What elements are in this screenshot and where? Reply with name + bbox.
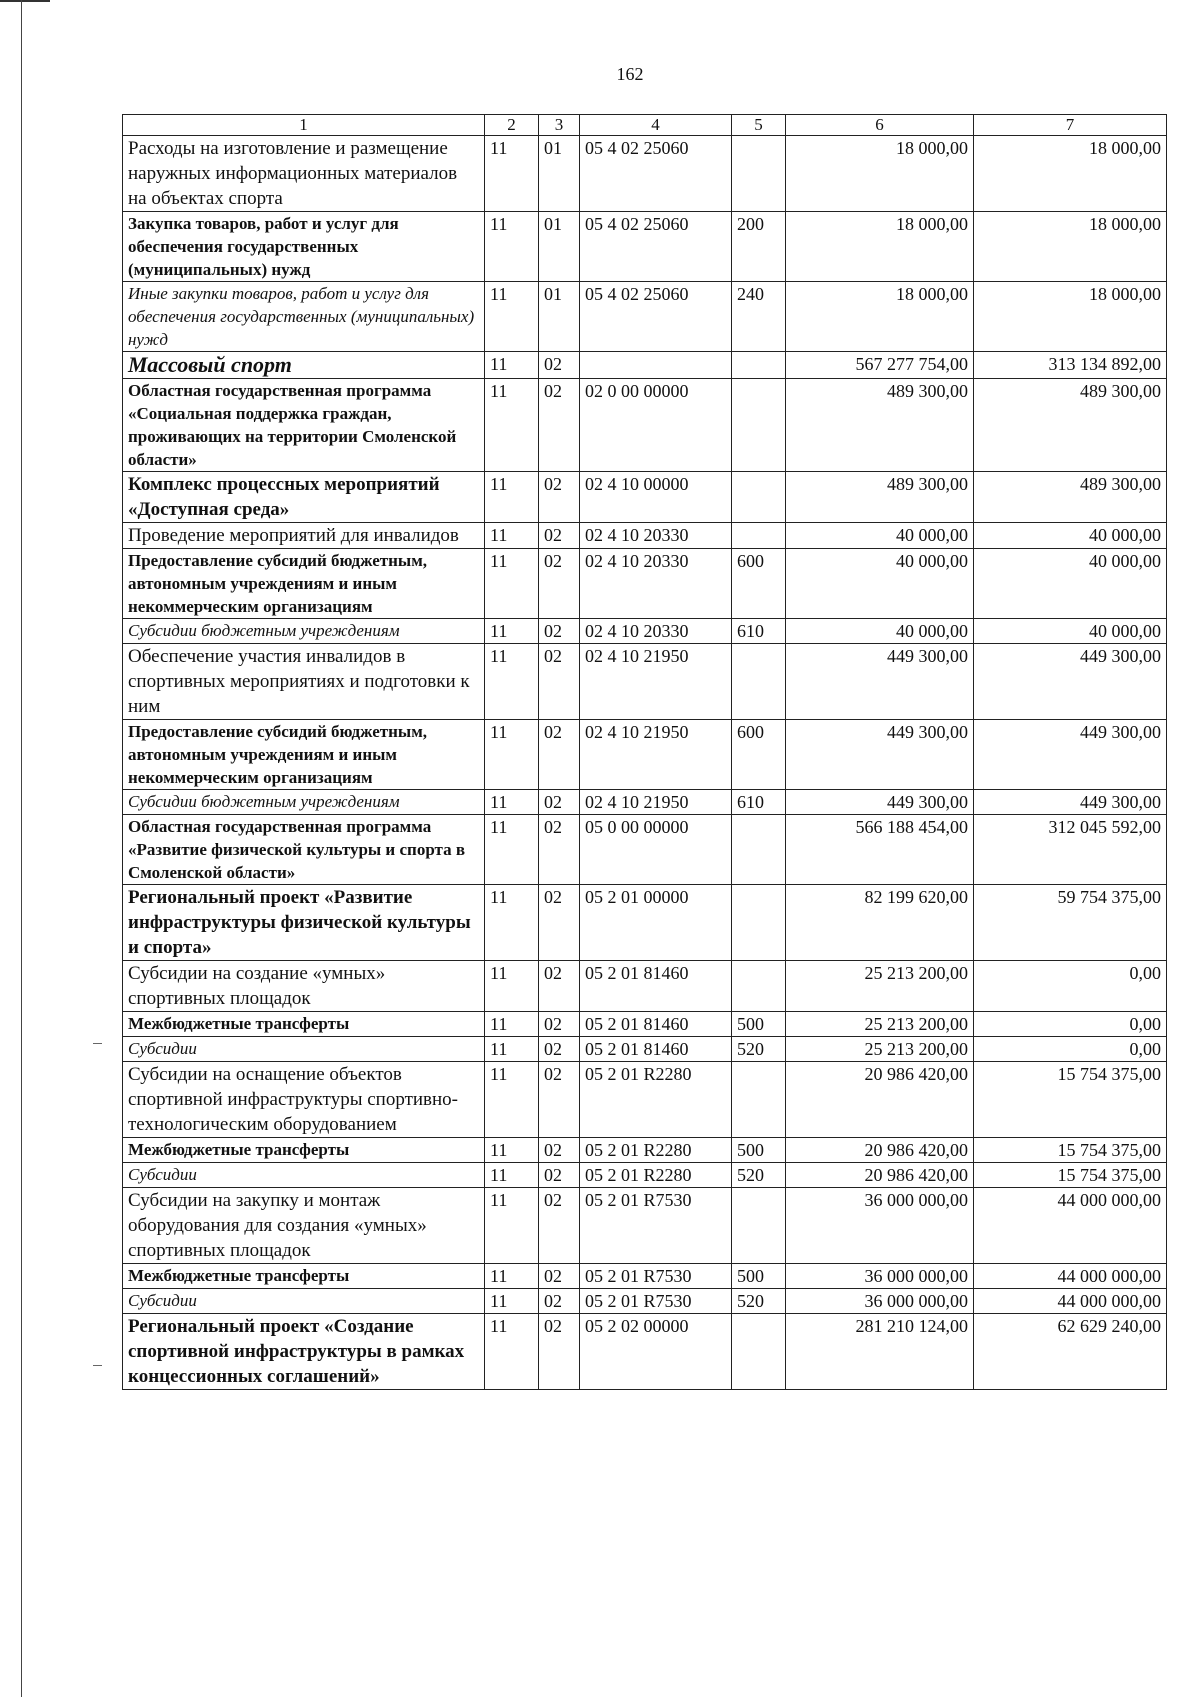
section-code-cell: 11 (485, 282, 539, 352)
column-header: 7 (974, 115, 1167, 136)
table-row (123, 1314, 1167, 1390)
amount-year-1-cell: 449 300,00 (786, 644, 974, 720)
amount-year-2-cell: 59 754 375,00 (974, 885, 1167, 961)
row-name-cell: Межбюджетные трансферты (123, 1012, 485, 1037)
column-header: 6 (786, 115, 974, 136)
section-code-cell: 11 (485, 1163, 539, 1188)
subsection-code-cell: 02 (539, 790, 580, 815)
amount-year-2-cell: 15 754 375,00 (974, 1138, 1167, 1163)
amount-year-1-cell: 566 188 454,00 (786, 815, 974, 885)
amount-year-1-cell: 82 199 620,00 (786, 885, 974, 961)
row-name-cell: Субсидии на закупку и монтаж оборудования для создания «умных» спортивных площадок (123, 1188, 485, 1264)
expense-type-cell: 500 (732, 1138, 786, 1163)
row-name-cell: Межбюджетные трансферты (123, 1264, 485, 1289)
expense-type-cell (732, 523, 786, 549)
amount-year-1-cell: 489 300,00 (786, 472, 974, 523)
expense-type-cell: 520 (732, 1163, 786, 1188)
target-article-cell: 02 4 10 20330 (580, 619, 732, 644)
table-row (123, 720, 1167, 790)
section-code-cell: 11 (485, 549, 539, 619)
table-row (123, 1037, 1167, 1062)
amount-year-2-cell: 0,00 (974, 1037, 1167, 1062)
subsection-code-cell: 02 (539, 523, 580, 549)
table-body (123, 115, 1167, 1390)
expense-type-cell: 500 (732, 1264, 786, 1289)
row-name-cell: Расходы на изготовление и размещение наружных информационных материалов на объектах спорта (123, 136, 485, 212)
scan-edge-left (21, 0, 22, 1697)
target-article-cell: 05 2 01 81460 (580, 1012, 732, 1037)
row-name-cell: Иные закупки товаров, работ и услуг для обеспечения государственных (муниципальных) нужд (123, 282, 485, 352)
section-code-cell: 11 (485, 523, 539, 549)
section-code-cell: 11 (485, 472, 539, 523)
amount-year-1-cell: 449 300,00 (786, 790, 974, 815)
target-article-cell: 05 4 02 25060 (580, 212, 732, 282)
table-row (123, 352, 1167, 379)
amount-year-2-cell: 449 300,00 (974, 720, 1167, 790)
expense-type-cell (732, 961, 786, 1012)
amount-year-1-cell: 40 000,00 (786, 523, 974, 549)
table-row (123, 1138, 1167, 1163)
amount-year-1-cell: 20 986 420,00 (786, 1138, 974, 1163)
table-row (123, 961, 1167, 1012)
amount-year-1-cell: 18 000,00 (786, 212, 974, 282)
subsection-code-cell: 02 (539, 1289, 580, 1314)
row-name-cell: Субсидии (123, 1289, 485, 1314)
target-article-cell: 05 2 01 R2280 (580, 1062, 732, 1138)
section-code-cell: 11 (485, 720, 539, 790)
column-header: 2 (485, 115, 539, 136)
row-name-cell: Субсидии (123, 1163, 485, 1188)
section-code-cell: 11 (485, 644, 539, 720)
amount-year-2-cell: 18 000,00 (974, 282, 1167, 352)
row-name-cell: Субсидии бюджетным учреждениям (123, 619, 485, 644)
section-code-cell: 11 (485, 136, 539, 212)
target-article-cell: 05 2 01 81460 (580, 961, 732, 1012)
expense-type-cell (732, 136, 786, 212)
table-row (123, 790, 1167, 815)
amount-year-2-cell: 449 300,00 (974, 790, 1167, 815)
amount-year-2-cell: 15 754 375,00 (974, 1163, 1167, 1188)
section-code-cell: 11 (485, 885, 539, 961)
budget-table (122, 114, 1167, 1390)
expense-type-cell: 520 (732, 1037, 786, 1062)
expense-type-cell (732, 815, 786, 885)
column-header: 5 (732, 115, 786, 136)
amount-year-2-cell: 40 000,00 (974, 549, 1167, 619)
target-article-cell: 02 4 10 21950 (580, 720, 732, 790)
column-header: 3 (539, 115, 580, 136)
subsection-code-cell: 02 (539, 1138, 580, 1163)
amount-year-1-cell: 20 986 420,00 (786, 1163, 974, 1188)
table-row (123, 282, 1167, 352)
row-name-cell: Областная государственная программа «Развитие физической культуры и спорта в Смоленской области» (123, 815, 485, 885)
target-article-cell: 05 2 01 R7530 (580, 1289, 732, 1314)
target-article-cell: 02 4 10 00000 (580, 472, 732, 523)
amount-year-2-cell: 449 300,00 (974, 644, 1167, 720)
expense-type-cell (732, 352, 786, 379)
amount-year-2-cell: 40 000,00 (974, 523, 1167, 549)
row-name-cell: Субсидии (123, 1037, 485, 1062)
target-article-cell: 02 4 10 21950 (580, 644, 732, 720)
amount-year-2-cell: 18 000,00 (974, 136, 1167, 212)
row-name-cell: Предоставление субсидий бюджетным, автономным учреждениям и иным некоммерческим организациям (123, 720, 485, 790)
amount-year-1-cell: 18 000,00 (786, 282, 974, 352)
table-row (123, 1264, 1167, 1289)
subsection-code-cell: 02 (539, 472, 580, 523)
amount-year-2-cell: 44 000 000,00 (974, 1264, 1167, 1289)
subsection-code-cell: 02 (539, 1163, 580, 1188)
row-name-cell: Субсидии на создание «умных» спортивных площадок (123, 961, 485, 1012)
subsection-code-cell: 02 (539, 1264, 580, 1289)
subsection-code-cell: 01 (539, 282, 580, 352)
section-code-cell: 11 (485, 1012, 539, 1037)
amount-year-1-cell: 20 986 420,00 (786, 1062, 974, 1138)
subsection-code-cell: 02 (539, 1314, 580, 1390)
row-name-cell: Областная государственная программа «Социальная поддержка граждан, проживающих на территории Смоленской области» (123, 379, 485, 472)
expense-type-cell: 520 (732, 1289, 786, 1314)
margin-tick (93, 1365, 102, 1366)
target-article-cell: 05 2 01 R2280 (580, 1163, 732, 1188)
amount-year-1-cell: 40 000,00 (786, 619, 974, 644)
section-code-cell: 11 (485, 352, 539, 379)
row-name-cell: Субсидии бюджетным учреждениям (123, 790, 485, 815)
target-article-cell: 02 4 10 20330 (580, 523, 732, 549)
subsection-code-cell: 02 (539, 1037, 580, 1062)
section-code-cell: 11 (485, 1062, 539, 1138)
section-code-cell: 11 (485, 961, 539, 1012)
table-row (123, 815, 1167, 885)
section-code-cell: 11 (485, 815, 539, 885)
expense-type-cell (732, 1062, 786, 1138)
amount-year-2-cell: 0,00 (974, 1012, 1167, 1037)
target-article-cell: 05 4 02 25060 (580, 282, 732, 352)
amount-year-1-cell: 36 000 000,00 (786, 1188, 974, 1264)
amount-year-2-cell: 313 134 892,00 (974, 352, 1167, 379)
amount-year-2-cell: 489 300,00 (974, 379, 1167, 472)
section-code-cell: 11 (485, 1289, 539, 1314)
target-article-cell: 05 2 02 00000 (580, 1314, 732, 1390)
row-name-cell: Межбюджетные трансферты (123, 1138, 485, 1163)
table-row (123, 212, 1167, 282)
expense-type-cell (732, 379, 786, 472)
row-name-cell: Региональный проект «Создание спортивной инфраструктуры в рамках концессионных соглашений» (123, 1314, 485, 1390)
target-article-cell: 05 2 01 R7530 (580, 1264, 732, 1289)
amount-year-1-cell: 25 213 200,00 (786, 1012, 974, 1037)
row-name-cell: Закупка товаров, работ и услуг для обеспечения государственных (муниципальных) нужд (123, 212, 485, 282)
expense-type-cell: 600 (732, 549, 786, 619)
expense-type-cell: 500 (732, 1012, 786, 1037)
target-article-cell (580, 352, 732, 379)
section-code-cell: 11 (485, 1264, 539, 1289)
subsection-code-cell: 02 (539, 549, 580, 619)
subsection-code-cell: 02 (539, 1062, 580, 1138)
section-code-cell: 11 (485, 1138, 539, 1163)
section-code-cell: 11 (485, 1037, 539, 1062)
expense-type-cell: 610 (732, 619, 786, 644)
table-row (123, 136, 1167, 212)
target-article-cell: 02 0 00 00000 (580, 379, 732, 472)
row-name-cell: Субсидии на оснащение объектов спортивной инфраструктуры спортивно-технологическим оборудованием (123, 1062, 485, 1138)
target-article-cell: 05 2 01 00000 (580, 885, 732, 961)
amount-year-1-cell: 18 000,00 (786, 136, 974, 212)
subsection-code-cell: 02 (539, 619, 580, 644)
table-row (123, 379, 1167, 472)
amount-year-2-cell: 15 754 375,00 (974, 1062, 1167, 1138)
column-header: 4 (580, 115, 732, 136)
section-code-cell: 11 (485, 619, 539, 644)
subsection-code-cell: 02 (539, 644, 580, 720)
row-name-cell: Обеспечение участия инвалидов в спортивных мероприятиях и подготовки к ним (123, 644, 485, 720)
target-article-cell: 05 2 01 R2280 (580, 1138, 732, 1163)
table-row (123, 523, 1167, 549)
target-article-cell: 05 2 01 81460 (580, 1037, 732, 1062)
section-code-cell: 11 (485, 1188, 539, 1264)
row-name-cell: Проведение мероприятий для инвалидов (123, 523, 485, 549)
table-row (123, 472, 1167, 523)
subsection-code-cell: 02 (539, 379, 580, 472)
margin-tick (93, 1043, 102, 1044)
table-row (123, 619, 1167, 644)
expense-type-cell (732, 644, 786, 720)
table-row (123, 644, 1167, 720)
row-name-cell: Предоставление субсидий бюджетным, автономным учреждениям и иным некоммерческим организациям (123, 549, 485, 619)
amount-year-1-cell: 40 000,00 (786, 549, 974, 619)
target-article-cell: 05 0 00 00000 (580, 815, 732, 885)
amount-year-2-cell: 489 300,00 (974, 472, 1167, 523)
section-code-cell: 11 (485, 1314, 539, 1390)
section-code-cell: 11 (485, 379, 539, 472)
amount-year-1-cell: 489 300,00 (786, 379, 974, 472)
expense-type-cell: 240 (732, 282, 786, 352)
table-row (123, 1163, 1167, 1188)
expense-type-cell: 200 (732, 212, 786, 282)
table-row (123, 1062, 1167, 1138)
table-row (123, 1289, 1167, 1314)
target-article-cell: 02 4 10 20330 (580, 549, 732, 619)
row-name-cell: Комплекс процессных мероприятий «Доступная среда» (123, 472, 485, 523)
subsection-code-cell: 02 (539, 1188, 580, 1264)
section-code-cell: 11 (485, 212, 539, 282)
amount-year-1-cell: 567 277 754,00 (786, 352, 974, 379)
subsection-code-cell: 02 (539, 1012, 580, 1037)
amount-year-1-cell: 449 300,00 (786, 720, 974, 790)
subsection-code-cell: 01 (539, 212, 580, 282)
subsection-code-cell: 02 (539, 815, 580, 885)
section-code-cell: 11 (485, 790, 539, 815)
table-row (123, 549, 1167, 619)
subsection-code-cell: 02 (539, 961, 580, 1012)
scan-edge-top (0, 0, 50, 2)
table-row (123, 1012, 1167, 1037)
expense-type-cell (732, 885, 786, 961)
amount-year-1-cell: 36 000 000,00 (786, 1264, 974, 1289)
row-name-cell: Массовый спорт (123, 352, 485, 379)
table-row (123, 1188, 1167, 1264)
expense-type-cell: 610 (732, 790, 786, 815)
amount-year-2-cell: 0,00 (974, 961, 1167, 1012)
target-article-cell: 05 4 02 25060 (580, 136, 732, 212)
amount-year-2-cell: 312 045 592,00 (974, 815, 1167, 885)
amount-year-1-cell: 25 213 200,00 (786, 961, 974, 1012)
target-article-cell: 02 4 10 21950 (580, 790, 732, 815)
expense-type-cell (732, 472, 786, 523)
expense-type-cell (732, 1314, 786, 1390)
amount-year-2-cell: 44 000 000,00 (974, 1289, 1167, 1314)
amount-year-1-cell: 281 210 124,00 (786, 1314, 974, 1390)
amount-year-2-cell: 40 000,00 (974, 619, 1167, 644)
amount-year-2-cell: 18 000,00 (974, 212, 1167, 282)
subsection-code-cell: 02 (539, 720, 580, 790)
subsection-code-cell: 02 (539, 885, 580, 961)
expense-type-cell: 600 (732, 720, 786, 790)
amount-year-1-cell: 25 213 200,00 (786, 1037, 974, 1062)
expense-type-cell (732, 1188, 786, 1264)
row-name-cell: Региональный проект «Развитие инфраструктуры физической культуры и спорта» (123, 885, 485, 961)
column-header: 1 (123, 115, 485, 136)
target-article-cell: 05 2 01 R7530 (580, 1188, 732, 1264)
subsection-code-cell: 02 (539, 352, 580, 379)
page-number: 162 (616, 64, 644, 84)
amount-year-2-cell: 44 000 000,00 (974, 1188, 1167, 1264)
table-row (123, 885, 1167, 961)
table-header-row (123, 115, 1167, 136)
subsection-code-cell: 01 (539, 136, 580, 212)
amount-year-1-cell: 36 000 000,00 (786, 1289, 974, 1314)
amount-year-2-cell: 62 629 240,00 (974, 1314, 1167, 1390)
